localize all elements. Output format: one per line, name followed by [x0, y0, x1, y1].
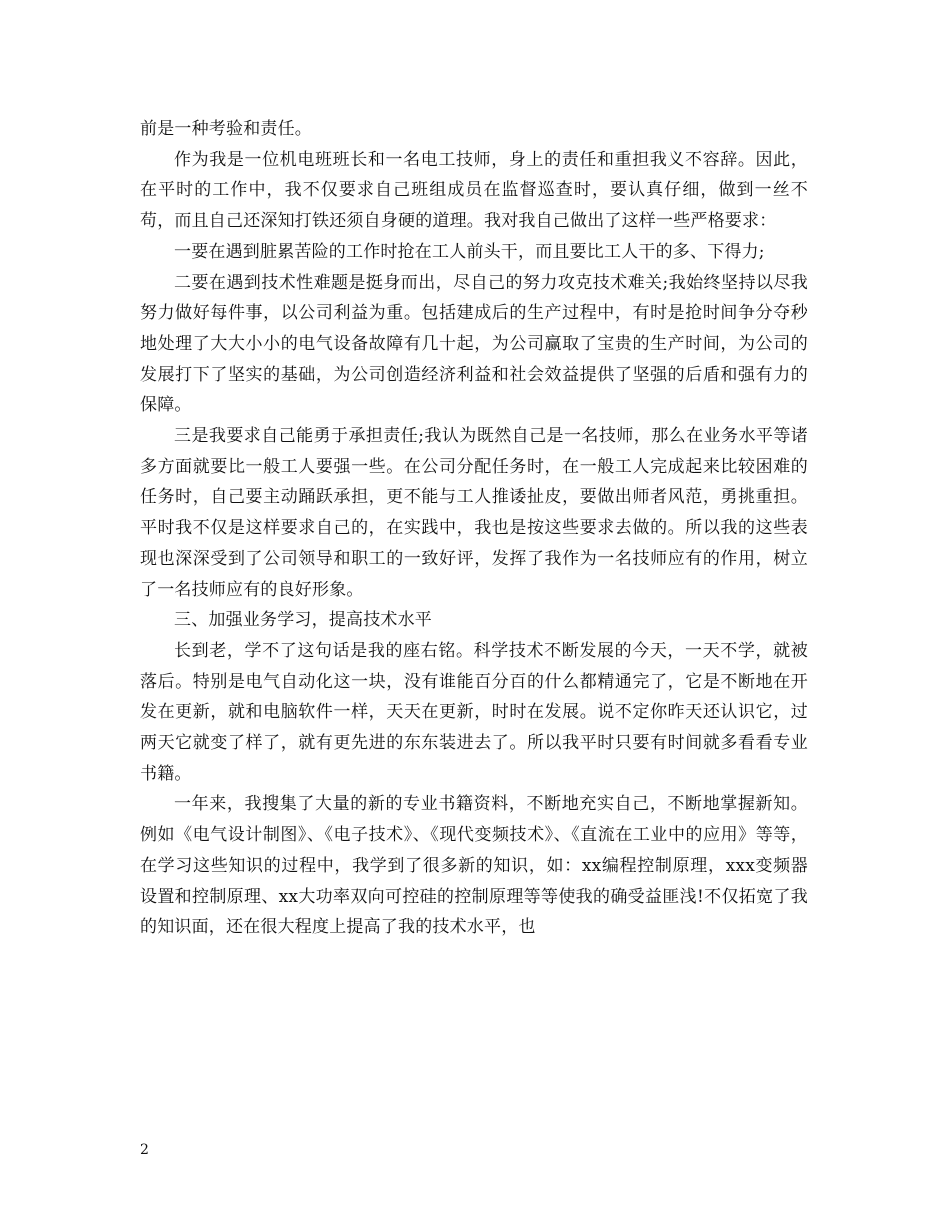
paragraph: 一年来，我搜集了大量的新的专业书籍资料，不断地充实自己，不断地掌握新知。例如《电气设计制图》、《电子技术》、《现代变频技术》、《直流在工业中的应用》等等，在学习这些知识的过程中，我学到了很多新的知识，如：xx编程控制原理，xxx变频器设置和控制原理、xx大功率双向可控硅的控制原理等等使我的确受益匪浅!不仅拓宽了我的知识面，还在很大程度上提高了我的技术水平，也 [140, 794, 808, 938]
page-number: 2 [140, 1142, 149, 1158]
paragraph: 三是我要求自己能勇于承担责任;我认为既然自己是一名技师，那么在业务水平等诸多方面就要比一般工人要强一些。在公司分配任务时，在一般工人完成起来比较困难的任务时，自己要主动踊跃承担，更不能与工人推诿扯皮，要做出师者风范，勇挑重担。平时我不仅是这样要求自己的，在实践中，我也是按这些要求去做的。所以我的这些表现也深深受到了公司领导和职工的一致好评，发挥了我作为一名技师应有的作用，树立了一名技师应有的良好形象。 [140, 426, 808, 600]
paragraph: 作为我是一位机电班班长和一名电工技师，身上的责任和重担我义不容辞。因此，在平时的工作中，我不仅要求自己班组成员在监督巡查时，要认真仔细，做到一丝不苟，而且自己还深知打铁还须自身硬的道理。我对我自己做出了这样一些严格要求： [140, 149, 808, 232]
paragraph: 二要在遇到技术性难题是挺身而出，尽自己的努力攻克技术难关;我始终坚持以尽我努力做好每件事，以公司利益为重。包括建成后的生产过程中，有时是抢时间争分夺秒地处理了大大小小的电气设备故障有几十起，为公司赢取了宝贵的生产时间，为公司的发展打下了坚实的基础，为公司创造经济利益和社会效益提供了坚强的后盾和强有力的保障。 [140, 272, 808, 416]
paragraph: 一要在遇到脏累苦险的工作时抢在工人前头干，而且要比工人干的多、下得力; [174, 241, 765, 262]
body-text [140, 114, 808, 943]
paragraph: 前是一种考验和责任。 [140, 119, 312, 139]
paragraph: 长到老，学不了这句话是我的座右铭。科学技术不断发展的今天，一天不学，就被落后。特别是电气自动化这一块，没有谁能百分百的什么都精通完了，它是不断地在开发在更新，就和电脑软件一样，天天在更新，时时在发展。说不定你昨天还认识它，过两天它就变了样了，就有更先进的东东装进去了。所以我平时只要有时间就多看看专业书籍。 [140, 640, 808, 784]
section-heading: 三、加强业务学习，提高技术水平 [174, 610, 432, 631]
